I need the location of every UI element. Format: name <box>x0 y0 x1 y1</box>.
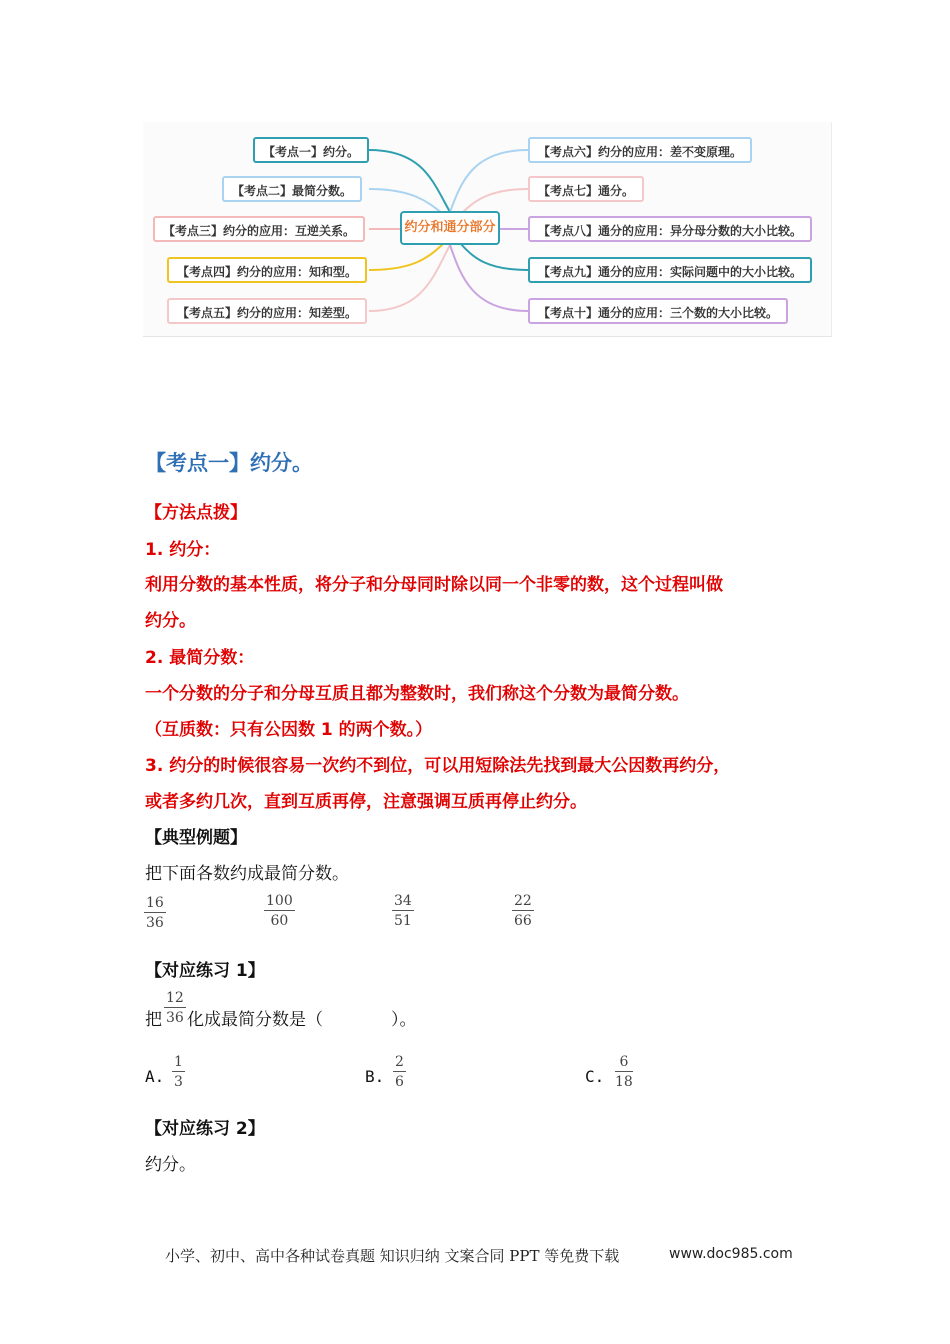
mindmap-node-right-3: 【考点八】通分的应用：异分母分数的大小比较。 <box>528 216 812 242</box>
mindmap-node-left-4: 【考点四】约分的应用：知和型。 <box>167 257 367 283</box>
fraction-denominator: 3 <box>174 1074 183 1090</box>
practice1-suffix: 化成最简分数是（ ）。 <box>187 1010 417 1030</box>
point1-text-line1: 利用分数的基本性质，将分子和分母同时除以同一个非零的数，这个过程叫做 <box>145 575 723 595</box>
point2-title: 2. 最简分数： <box>145 648 255 668</box>
method-heading: 【方法点拨】 <box>145 503 247 523</box>
mindmap-node-right-2: 【考点七】通分。 <box>528 176 644 202</box>
fraction-numerator: 100 <box>266 893 293 909</box>
point1-title: 1. 约分： <box>145 540 221 560</box>
practice1-prefix: 把 <box>145 1010 162 1030</box>
mindmap-node-right-1: 【考点六】约分的应用：差不变原理。 <box>528 137 752 163</box>
point2-text: 一个分数的分子和分母互质且都为整数时，我们称这个分数为最简分数。 <box>145 684 689 704</box>
fraction-numerator: 2 <box>395 1054 404 1070</box>
connector-right-1 <box>450 150 528 212</box>
mindmap-diagram <box>143 122 832 337</box>
connector-right-4 <box>461 244 528 270</box>
example-fraction-3 <box>392 894 414 928</box>
practice1-fraction <box>164 991 186 1025</box>
fraction-denominator: 66 <box>514 913 532 929</box>
section-title: 【考点一】约分。 <box>145 451 313 475</box>
example-fraction-4 <box>512 894 534 928</box>
mindmap-center-node: 约分和通分部分 <box>400 211 500 245</box>
practice2-text: 约分。 <box>145 1155 196 1175</box>
option-b-fraction <box>393 1055 406 1089</box>
example-prompt: 把下面各数约成最简分数。 <box>145 864 349 884</box>
connector-right-5 <box>450 245 528 311</box>
footer-url[interactable]: www.doc985.com <box>669 1246 793 1262</box>
option-a-fraction <box>172 1055 185 1089</box>
practice1-heading: 【对应练习 1】 <box>145 961 265 981</box>
fraction-numerator: 1 <box>174 1054 183 1070</box>
fraction-denominator: 51 <box>394 913 412 929</box>
option-b-letter: B. <box>365 1067 385 1086</box>
connector-left-1 <box>369 150 450 212</box>
point1-text-line2: 约分。 <box>145 611 196 631</box>
mindmap-node-left-1: 【考点一】约分。 <box>253 137 369 163</box>
example-fraction-2 <box>264 894 295 928</box>
point3-text-line2: 或者多约几次，直到互质再停，注意强调互质再停止约分。 <box>145 792 587 812</box>
fraction-denominator: 36 <box>146 915 164 931</box>
mindmap-node-left-2: 【考点二】最简分数。 <box>222 176 362 202</box>
mindmap-node-right-4: 【考点九】通分的应用：实际问题中的大小比较。 <box>528 257 812 283</box>
fraction-denominator: 60 <box>270 913 289 929</box>
fraction-denominator: 6 <box>395 1074 404 1090</box>
practice2-heading: 【对应练习 2】 <box>145 1119 265 1139</box>
fraction-numerator: 34 <box>394 893 412 909</box>
mindmap-node-right-5: 【考点十】通分的应用：三个数的大小比较。 <box>528 298 788 324</box>
connector-left-4 <box>369 244 443 270</box>
option-c-fraction <box>615 1055 633 1089</box>
option-a-letter: A. <box>145 1067 165 1086</box>
point3-text-line1: 3. 约分的时候很容易一次约不到位，可以用短除法先找到最大公因数再约分， <box>145 756 731 776</box>
point2-note: （互质数：只有公因数 1 的两个数。） <box>145 720 433 740</box>
fraction-numerator: 22 <box>514 893 532 909</box>
footer-text: 小学、初中、高中各种试卷真题 知识归纳 文案合同 PPT 等免费下载 <box>165 1247 620 1265</box>
mindmap-node-left-3: 【考点三】约分的应用：互逆关系。 <box>153 216 365 242</box>
fraction-numerator: 12 <box>166 990 184 1006</box>
fraction-numerator: 16 <box>146 895 164 911</box>
fraction-denominator: 18 <box>615 1074 633 1090</box>
example-heading: 【典型例题】 <box>145 828 247 848</box>
fraction-numerator: 6 <box>619 1054 629 1070</box>
fraction-denominator: 36 <box>166 1010 184 1026</box>
example-fraction-1 <box>144 896 166 930</box>
mindmap-node-left-5: 【考点五】约分的应用：知差型。 <box>167 298 367 324</box>
connector-left-5 <box>369 245 450 311</box>
option-c-letter: C. <box>585 1067 605 1086</box>
